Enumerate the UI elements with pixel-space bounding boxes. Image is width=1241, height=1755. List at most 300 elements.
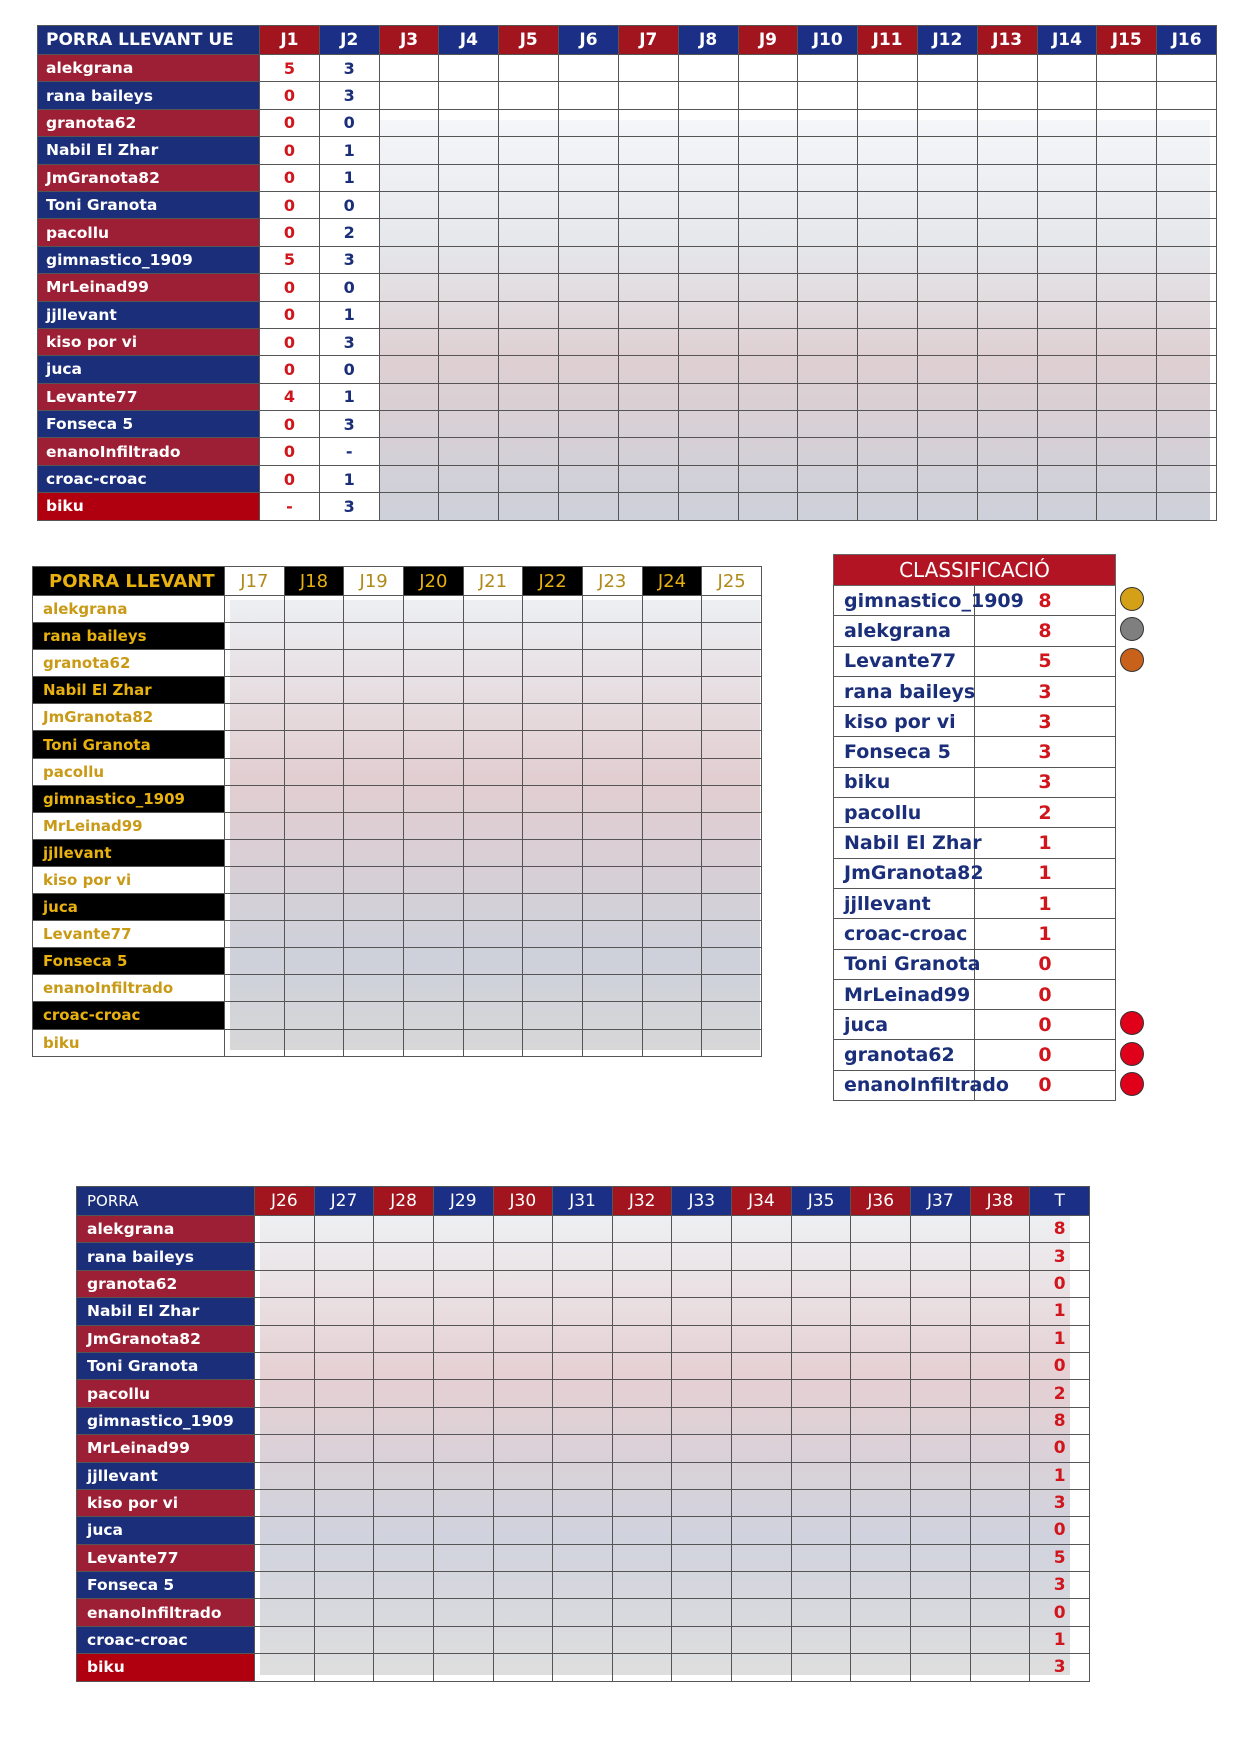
empty-cell [523,1002,583,1029]
empty-cell [499,164,559,191]
table-row [33,948,762,975]
empty-cell [374,1544,434,1571]
player-points: 2 [975,798,1116,828]
empty-cell [911,1517,971,1544]
player-name: MrLeinad99 [33,812,225,839]
empty-cell [970,1626,1030,1653]
empty-cell [672,1462,732,1489]
empty-cell [618,328,678,355]
empty-cell [374,1572,434,1599]
empty-cell [911,1626,971,1653]
player-name: Nabil El Zhar [33,677,225,704]
empty-cell [225,785,285,812]
player-name: juca [77,1517,255,1544]
round-header: J10 [798,26,858,55]
empty-cell [344,704,404,731]
empty-cell [702,650,762,677]
empty-cell [559,137,619,164]
empty-cell [917,411,977,438]
empty-cell [618,356,678,383]
empty-cell [970,1544,1030,1571]
empty-cell [791,1544,851,1571]
empty-cell [791,1325,851,1352]
empty-cell [582,894,642,921]
player-total: 1 [1030,1626,1090,1653]
empty-cell [732,1572,792,1599]
empty-cell [379,438,439,465]
round-header: J4 [439,26,499,55]
empty-cell [612,1352,672,1379]
empty-cell [738,82,798,109]
empty-cell [1157,411,1217,438]
empty-cell [917,465,977,492]
empty-cell [559,274,619,301]
empty-cell [618,438,678,465]
empty-cell [499,219,559,246]
empty-cell [738,493,798,520]
empty-cell [403,704,463,731]
empty-cell [439,438,499,465]
round-score: 1 [319,164,379,191]
empty-cell [798,164,858,191]
empty-cell [858,191,918,218]
empty-cell [612,1517,672,1544]
empty-cell [678,383,738,410]
table-row [38,465,1217,492]
empty-cell [618,191,678,218]
round-score: 3 [319,493,379,520]
empty-cell [284,677,344,704]
player-name: rana baileys [77,1243,255,1270]
classification-row [834,737,1116,767]
round-score: 1 [319,465,379,492]
empty-cell [851,1626,911,1653]
empty-cell [379,164,439,191]
empty-cell [463,758,523,785]
empty-cell [225,921,285,948]
red-dot-icon [1120,1011,1144,1035]
empty-cell [1037,493,1097,520]
empty-cell [798,301,858,328]
round-score: 0 [260,438,320,465]
empty-cell [1097,274,1157,301]
empty-cell [463,677,523,704]
empty-cell [977,383,1037,410]
round-score: 3 [319,411,379,438]
empty-cell [433,1462,493,1489]
empty-cell [858,356,918,383]
empty-cell [374,1243,434,1270]
empty-cell [582,731,642,758]
player-name: pacollu [38,219,260,246]
classification-row [834,586,1116,616]
empty-cell [463,731,523,758]
empty-cell [314,1626,374,1653]
empty-cell [672,1407,732,1434]
player-points: 3 [975,676,1116,706]
empty-cell [678,274,738,301]
empty-cell [314,1654,374,1681]
table-title: PORRA LLEVANT [33,567,225,596]
round-score: 0 [319,109,379,136]
empty-cell [612,1435,672,1462]
empty-cell [523,948,583,975]
table-row [38,493,1217,520]
empty-cell [374,1325,434,1352]
empty-cell [255,1298,315,1325]
empty-cell [911,1544,971,1571]
empty-cell [553,1462,613,1489]
empty-cell [374,1462,434,1489]
empty-cell [255,1243,315,1270]
empty-cell [738,438,798,465]
empty-cell [618,411,678,438]
empty-cell [439,493,499,520]
empty-cell [977,465,1037,492]
empty-cell [225,623,285,650]
empty-cell [1097,219,1157,246]
empty-cell [798,137,858,164]
classification-table [833,554,1116,1101]
gold-medal-icon [1120,587,1144,611]
round-header: J24 [642,567,702,596]
round-score: 0 [319,356,379,383]
total-header: T [1030,1187,1090,1216]
empty-cell [225,948,285,975]
table-row [38,328,1217,355]
player-total: 1 [1030,1325,1090,1352]
empty-cell [911,1380,971,1407]
empty-cell [672,1270,732,1297]
empty-cell [374,1352,434,1379]
empty-cell [738,137,798,164]
empty-cell [499,137,559,164]
empty-cell [255,1462,315,1489]
empty-cell [732,1626,792,1653]
empty-cell [702,921,762,948]
empty-cell [284,1002,344,1029]
empty-cell [255,1380,315,1407]
empty-cell [374,1380,434,1407]
classification-row [834,828,1116,858]
empty-cell [791,1626,851,1653]
empty-cell [642,948,702,975]
empty-cell [314,1352,374,1379]
empty-cell [553,1270,613,1297]
player-points: 0 [975,979,1116,1009]
empty-cell [977,356,1037,383]
empty-cell [1037,356,1097,383]
empty-cell [374,1626,434,1653]
player-total: 3 [1030,1654,1090,1681]
empty-cell [403,839,463,866]
round-header: J12 [917,26,977,55]
empty-cell [977,55,1037,82]
round-header: J34 [732,1187,792,1216]
empty-cell [1037,137,1097,164]
empty-cell [379,109,439,136]
round-header: J16 [1157,26,1217,55]
empty-cell [493,1325,553,1352]
empty-cell [702,866,762,893]
empty-cell [917,274,977,301]
empty-cell [738,219,798,246]
empty-cell [612,1599,672,1626]
empty-cell [499,274,559,301]
empty-cell [798,109,858,136]
player-points: 0 [975,1010,1116,1040]
empty-cell [977,246,1037,273]
player-name: alekgrana [834,616,975,646]
empty-cell [678,493,738,520]
player-name: gimnastico_1909 [38,246,260,273]
empty-cell [702,785,762,812]
empty-cell [642,812,702,839]
empty-cell [917,109,977,136]
empty-cell [977,438,1037,465]
empty-cell [433,1435,493,1462]
empty-cell [523,731,583,758]
empty-cell [255,1572,315,1599]
empty-cell [493,1572,553,1599]
empty-cell [672,1325,732,1352]
table-row [38,246,1217,273]
empty-cell [851,1462,911,1489]
empty-cell [642,1002,702,1029]
empty-cell [917,383,977,410]
table-row [38,109,1217,136]
empty-cell [911,1572,971,1599]
empty-cell [493,1489,553,1516]
round-score: 0 [260,191,320,218]
empty-cell [1097,246,1157,273]
empty-cell [642,596,702,623]
empty-cell [499,493,559,520]
empty-cell [1037,164,1097,191]
empty-cell [439,383,499,410]
empty-cell [284,894,344,921]
empty-cell [678,465,738,492]
round-score: 0 [260,164,320,191]
empty-cell [493,1435,553,1462]
empty-cell [977,274,1037,301]
round-header: J1 [260,26,320,55]
empty-cell [738,328,798,355]
empty-cell [553,1517,613,1544]
empty-cell [379,328,439,355]
empty-cell [791,1243,851,1270]
player-name: Nabil El Zhar [834,828,975,858]
round-score: 2 [319,219,379,246]
empty-cell [284,866,344,893]
red-dot-icon [1120,1042,1144,1066]
empty-cell [433,1599,493,1626]
empty-cell [439,465,499,492]
empty-cell [553,1352,613,1379]
empty-cell [433,1270,493,1297]
player-name: alekgrana [38,55,260,82]
player-name: Toni Granota [77,1352,255,1379]
empty-cell [403,921,463,948]
empty-cell [970,1489,1030,1516]
empty-cell [672,1352,732,1379]
empty-cell [255,1599,315,1626]
empty-cell [553,1489,613,1516]
empty-cell [523,975,583,1002]
empty-cell [559,246,619,273]
empty-cell [582,785,642,812]
empty-cell [225,975,285,1002]
empty-cell [523,812,583,839]
empty-cell [642,677,702,704]
empty-cell [851,1407,911,1434]
empty-cell [970,1572,1030,1599]
empty-cell [791,1435,851,1462]
empty-cell [433,1243,493,1270]
empty-cell [1157,493,1217,520]
round-score: 1 [319,301,379,328]
table-row [38,55,1217,82]
empty-cell [403,948,463,975]
player-name: Levante77 [33,921,225,948]
player-name: kiso por vi [77,1489,255,1516]
empty-cell [344,921,404,948]
empty-cell [791,1270,851,1297]
empty-cell [582,1002,642,1029]
player-name: MrLeinad99 [77,1435,255,1462]
empty-cell [977,493,1037,520]
empty-cell [523,650,583,677]
empty-cell [642,866,702,893]
empty-cell [284,921,344,948]
player-total: 0 [1030,1517,1090,1544]
empty-cell [618,219,678,246]
empty-cell [672,1544,732,1571]
player-total: 1 [1030,1462,1090,1489]
empty-cell [284,948,344,975]
empty-cell [1157,82,1217,109]
empty-cell [911,1270,971,1297]
round-score: 3 [319,55,379,82]
round-score: 0 [260,465,320,492]
table-row [33,1029,762,1056]
round-score: 0 [319,274,379,301]
player-name: JmGranota82 [33,704,225,731]
empty-cell [493,1517,553,1544]
table-row [33,758,762,785]
empty-cell [970,1216,1030,1243]
empty-cell [798,82,858,109]
empty-cell [618,164,678,191]
table-row [33,677,762,704]
empty-cell [678,55,738,82]
empty-cell [642,894,702,921]
empty-cell [314,1407,374,1434]
empty-cell [379,219,439,246]
empty-cell [439,301,499,328]
empty-cell [374,1654,434,1681]
empty-cell [1157,356,1217,383]
empty-cell [439,109,499,136]
empty-cell [379,274,439,301]
empty-cell [911,1462,971,1489]
empty-cell [851,1517,911,1544]
empty-cell [1097,301,1157,328]
empty-cell [403,785,463,812]
player-name: jjllevant [834,888,975,918]
empty-cell [523,866,583,893]
empty-cell [225,758,285,785]
table-row [38,191,1217,218]
empty-cell [977,191,1037,218]
empty-cell [255,1352,315,1379]
empty-cell [738,411,798,438]
player-name: kiso por vi [38,328,260,355]
empty-cell [858,109,918,136]
classification-row [834,616,1116,646]
player-total: 8 [1030,1216,1090,1243]
empty-cell [672,1489,732,1516]
player-name: biku [38,493,260,520]
classification-row [834,888,1116,918]
empty-cell [1097,164,1157,191]
empty-cell [463,921,523,948]
empty-cell [344,812,404,839]
empty-cell [344,677,404,704]
empty-cell [791,1298,851,1325]
empty-cell [702,731,762,758]
empty-cell [255,1407,315,1434]
empty-cell [851,1489,911,1516]
empty-cell [851,1298,911,1325]
empty-cell [374,1517,434,1544]
standings-table-j26-j38 [76,1186,1090,1682]
table-row [33,596,762,623]
empty-cell [314,1325,374,1352]
player-points: 0 [975,1040,1116,1070]
empty-cell [1097,356,1157,383]
classification-row [834,707,1116,737]
player-total: 3 [1030,1243,1090,1270]
table-row [77,1243,1090,1270]
empty-cell [618,274,678,301]
empty-cell [225,812,285,839]
empty-cell [732,1544,792,1571]
round-header: J3 [379,26,439,55]
empty-cell [499,356,559,383]
empty-cell [858,301,918,328]
empty-cell [851,1544,911,1571]
empty-cell [618,465,678,492]
empty-cell [798,246,858,273]
empty-cell [582,1029,642,1056]
empty-cell [379,301,439,328]
empty-cell [553,1380,613,1407]
empty-cell [732,1489,792,1516]
empty-cell [798,328,858,355]
empty-cell [255,1544,315,1571]
empty-cell [798,219,858,246]
classification-title: CLASSIFICACIÓ [834,555,1116,586]
round-header: J13 [977,26,1037,55]
empty-cell [314,1435,374,1462]
empty-cell [582,948,642,975]
player-points: 0 [975,1070,1116,1100]
empty-cell [559,219,619,246]
player-points: 1 [975,888,1116,918]
empty-cell [798,411,858,438]
empty-cell [433,1626,493,1653]
